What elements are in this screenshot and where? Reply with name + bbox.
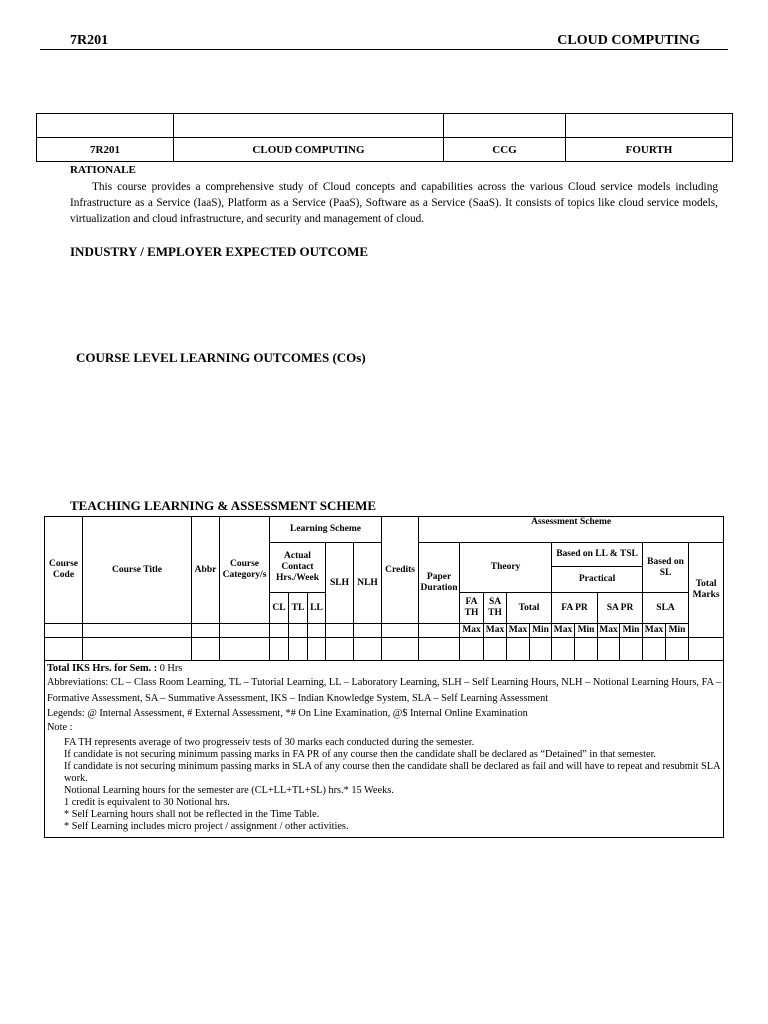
col-theory: Theory bbox=[460, 543, 552, 593]
note-item-3: If candidate is not securing minimum passing marks in SLA of any course then the candidate shall be declared as fail and will have to repeat and resubmit SLA work. bbox=[64, 761, 720, 784]
col-fa-th: FA TH bbox=[460, 593, 484, 624]
col-based-on-sl: Based on SL bbox=[643, 543, 689, 593]
col-learning-scheme: Learning Scheme bbox=[270, 517, 382, 543]
col-tl: TL bbox=[289, 593, 308, 624]
col-sa-th: SA TH bbox=[484, 593, 507, 624]
rationale-text: This course provides a comprehensive study of Cloud concepts and capabilities across the various Cloud service models including Infrastructure as a Service (IaaS), Platform as a Service (PaaS), Software as a Service (SaaS). It consists of topics like cloud service models, virtualization and cloud infrastructure, and security and management of cloud. bbox=[70, 181, 718, 225]
fa-pr-max: Max bbox=[552, 624, 575, 638]
note-item-1: FA TH represents average of two progresseiv tests of 30 marks each conducted during the semester. bbox=[64, 737, 475, 748]
note-item-2: If candidate is not securing minimum passing marks in FA PR of any course then the candidate shall be declared as “Detained” in that semester. bbox=[64, 749, 656, 760]
iks-label: Total IKS Hrs. for Sem. : bbox=[47, 663, 158, 674]
course-title-cell: CLOUD COMPUTING bbox=[174, 138, 444, 162]
course-outcomes-heading: COURSE LEVEL LEARNING OUTCOMES (COs) bbox=[76, 350, 366, 365]
abbreviations-line: Abbreviations: CL – Class Room Learning, TL – Tutorial Learning, LL – Laboratory Learning, SLH – Self Learning Hours, NLH – Notional Learning Hours, FA – Formative Assessment, SA – Summative Assessment, IKS – Indian Knowledge System, SLA – Self Learning Assessment bbox=[47, 677, 722, 704]
note-label: Note : bbox=[47, 722, 73, 733]
teaching-scheme-heading: TEACHING LEARNING & ASSESSMENT SCHEME bbox=[70, 498, 377, 513]
col-course-code: Course Code bbox=[45, 517, 83, 624]
fa-pr-min: Min bbox=[575, 624, 598, 638]
sa-pr-min: Min bbox=[620, 624, 643, 638]
course-summary-row bbox=[37, 138, 733, 162]
col-slh: SLH bbox=[326, 543, 354, 624]
col-total-marks: Total Marks bbox=[689, 543, 724, 638]
col-sa-pr: SA PR bbox=[598, 593, 643, 624]
course-summary-table bbox=[36, 113, 733, 162]
max-min-row bbox=[45, 624, 724, 638]
iks-hours-line bbox=[47, 663, 721, 675]
scheme-notes bbox=[45, 661, 724, 838]
assessment-scheme-table bbox=[44, 516, 724, 838]
header-course-code: 7R201 bbox=[70, 33, 109, 48]
note-item-6: * Self Learning hours shall not be reflected in the Time Table. bbox=[64, 809, 320, 820]
col-total: Total bbox=[507, 593, 552, 624]
col-nlh: NLH bbox=[354, 543, 382, 624]
note-item-7: * Self Learning includes micro project / assignment / other activities. bbox=[64, 821, 349, 832]
total-min: Min bbox=[530, 624, 552, 638]
fa-th-max: Max bbox=[460, 624, 484, 638]
col-assessment-scheme: Assessment Scheme bbox=[419, 517, 724, 543]
col-cl: CL bbox=[270, 593, 289, 624]
col-fa-pr: FA PR bbox=[552, 593, 598, 624]
note-item-5: 1 credit is equivalent to 30 Notional hrs. bbox=[64, 797, 230, 808]
rationale-heading: RATIONALE bbox=[70, 164, 136, 176]
sa-pr-max: Max bbox=[598, 624, 620, 638]
header-course-title: CLOUD COMPUTING bbox=[557, 33, 700, 48]
col-ll: LL bbox=[308, 593, 326, 624]
course-semester-cell: FOURTH bbox=[566, 138, 733, 162]
note-item-4: Notional Learning hours for the semester are (CL+LL+TL+SL) hrs.* 15 Weeks. bbox=[64, 785, 394, 796]
col-credits: Credits bbox=[382, 517, 419, 624]
course-code-cell: 7R201 bbox=[37, 138, 174, 162]
sla-max: Max bbox=[643, 624, 666, 638]
header-divider bbox=[40, 49, 728, 50]
col-abbr: Abbr bbox=[192, 517, 220, 624]
sla-min: Min bbox=[666, 624, 689, 638]
course-data-row bbox=[45, 638, 724, 661]
course-abbr-cell: CCG bbox=[444, 138, 566, 162]
legends-line: Legends: @ Internal Assessment, # External Assessment, *# On Line Examination, @$ Internal Online Examination bbox=[47, 708, 528, 719]
col-based-on-ll-tsl: Based on LL & TSL bbox=[552, 543, 643, 567]
course-summary-blank-row bbox=[37, 114, 733, 138]
total-max: Max bbox=[507, 624, 530, 638]
sa-th-max: Max bbox=[484, 624, 507, 638]
iks-value: 0 Hrs bbox=[157, 663, 183, 674]
col-course-title: Course Title bbox=[83, 517, 192, 624]
col-sla: SLA bbox=[643, 593, 689, 624]
col-paper-duration: Paper Duration bbox=[419, 543, 460, 624]
col-practical: Practical bbox=[552, 567, 643, 593]
rationale-body bbox=[70, 179, 718, 227]
col-actual-contact-hrs: Actual Contact Hrs./Week bbox=[270, 543, 326, 593]
col-course-category: Course Category/s bbox=[220, 517, 270, 624]
industry-outcome-heading: INDUSTRY / EMPLOYER EXPECTED OUTCOME bbox=[70, 244, 369, 259]
